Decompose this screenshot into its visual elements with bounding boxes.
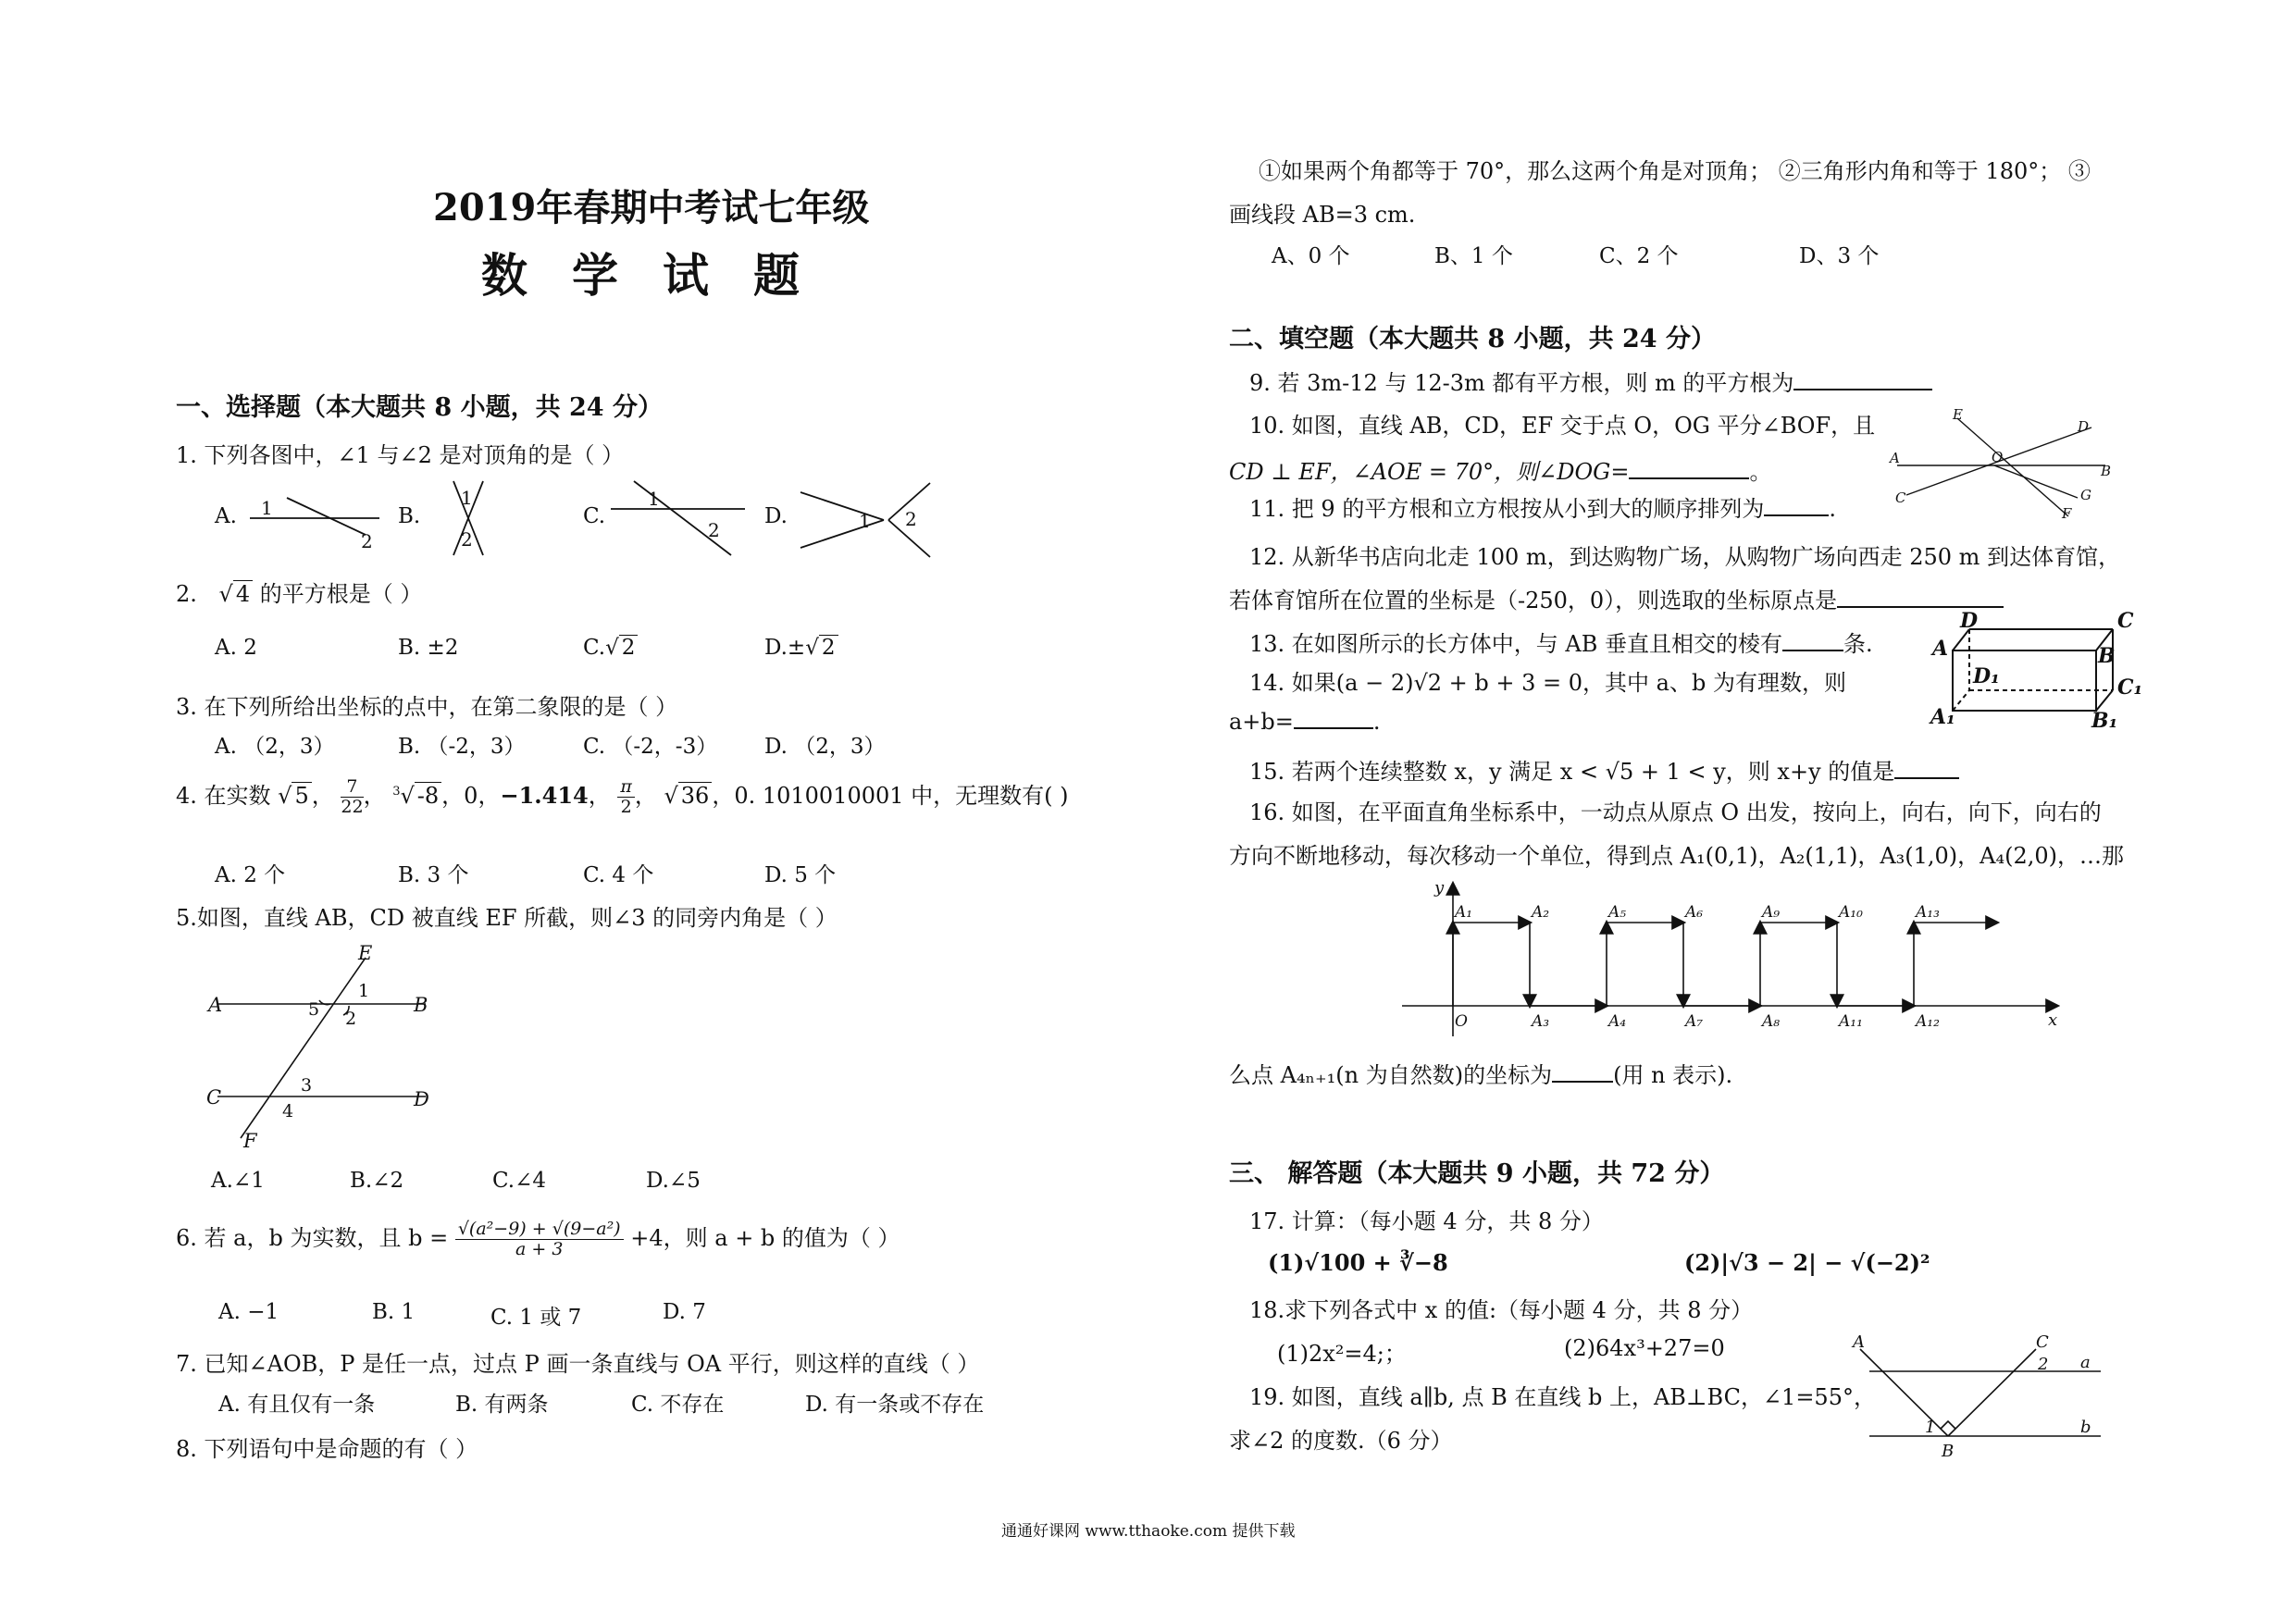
q5-label: A bbox=[208, 994, 223, 1016]
q8-option-a: A、0 个 bbox=[1272, 244, 1350, 268]
q5-label: 2 bbox=[345, 1009, 357, 1029]
q6-option-c: C. 1 或 7 bbox=[490, 1306, 582, 1330]
q10-figure bbox=[1888, 407, 2119, 527]
q5-option-c: C.∠4 bbox=[492, 1169, 546, 1193]
q5-label: 4 bbox=[282, 1101, 294, 1121]
q19-label: 1 bbox=[1925, 1418, 1936, 1437]
q5-label: 1 bbox=[358, 981, 370, 1001]
q19-label: C bbox=[2036, 1332, 2049, 1352]
q1-label: 1 bbox=[859, 510, 871, 532]
q8-stem: 8. 下列语句中是命题的有（ ） bbox=[176, 1436, 478, 1462]
q7-option-b: B. 有两条 bbox=[455, 1393, 549, 1417]
q10-label: F bbox=[2062, 505, 2072, 522]
q5-figure bbox=[199, 939, 449, 1152]
q3-option-d: D. （2，3） bbox=[764, 735, 886, 759]
q8-statements-line2: 画线段 AB=3 cm. bbox=[1229, 202, 1416, 228]
section1-heading: 一、选择题（本大题共 8 小题，共 24 分） bbox=[176, 393, 663, 422]
q12-line2: 若体育馆所在位置的坐标是（-250，0），则选取的坐标原点是 bbox=[1229, 582, 2004, 614]
q16-line3: 么点 A₄ₙ₊₁(n 为自然数)的坐标为 (用 n 表示). bbox=[1229, 1062, 1733, 1088]
q18: 18.求下列各式中 x 的值:（每小题 4 分，共 8 分） bbox=[1249, 1297, 1754, 1323]
q16-figure bbox=[1402, 874, 2068, 1041]
q8-option-b: B、1 个 bbox=[1434, 244, 1513, 268]
q13-label: A bbox=[1932, 637, 1949, 661]
q1-label: 1 bbox=[461, 487, 473, 509]
q1-option-c: C. bbox=[583, 504, 606, 528]
q19-figure bbox=[1851, 1332, 2115, 1462]
q1-option-d: D. bbox=[764, 504, 788, 528]
q2-option-c: C.√ 2 bbox=[583, 636, 638, 660]
q4-option-c: C. 4 个 bbox=[583, 863, 654, 887]
q3-option-c: C. （-2，-3） bbox=[583, 735, 718, 759]
q5-option-a: A.∠1 bbox=[211, 1169, 265, 1193]
q1-label: 1 bbox=[261, 497, 273, 519]
q10-label: A bbox=[1890, 450, 1900, 466]
q16-bottom-label: O bbox=[1455, 1012, 1468, 1031]
q12-line1: 12. 从新华书店向北走 100 m，到达购物广场，从购物广场向西走 250 m 到达体育馆， bbox=[1249, 544, 2121, 570]
q16-top-label: A₅ bbox=[1608, 903, 1627, 922]
q6-option-a: A. −1 bbox=[218, 1300, 279, 1324]
q1-option-a: A. bbox=[215, 504, 237, 528]
q16-bottom-label: A₈ bbox=[1762, 1012, 1781, 1031]
q16-y-axis-label: y bbox=[1434, 878, 1445, 898]
q19-label: a bbox=[2080, 1353, 2091, 1372]
section3-heading: 三、 解答题（本大题共 9 小题，共 72 分） bbox=[1229, 1159, 1725, 1188]
q16-top-label: A₁ bbox=[1455, 903, 1473, 922]
q3-stem: 3. 在下列所给出坐标的点中，在第二象限的是（ ） bbox=[176, 694, 678, 720]
page-footer: 通通好课网 www.tthaoke.com 提供下载 bbox=[1001, 1522, 1296, 1541]
q19-label: b bbox=[2080, 1418, 2091, 1437]
q13-label: D bbox=[1960, 609, 1979, 633]
q5-label: 3 bbox=[301, 1075, 313, 1096]
q18-part1: (1)2x²=4;； bbox=[1277, 1341, 1407, 1367]
q2-stem-text: 的平方根是（ ） bbox=[259, 581, 423, 607]
q8-option-c: C、2 个 bbox=[1599, 244, 1679, 268]
q16-line2: 方向不断地移动，每次移动一个单位，得到点 A₁(0,1)，A₂(1,1)，A₃(1,0)，A₄(2,0)，…那 bbox=[1229, 843, 2125, 869]
q1-stem: 1. 下列各图中，∠1 与∠2 是对顶角的是（ ） bbox=[176, 442, 625, 468]
q2-option-a: A. 2 bbox=[215, 636, 257, 660]
q8-option-d: D、3 个 bbox=[1799, 244, 1880, 268]
q10-label: G bbox=[2080, 487, 2091, 503]
q16-top-label: A₆ bbox=[1685, 903, 1704, 922]
q16-bottom-label: A₁₁ bbox=[1839, 1012, 1863, 1031]
q3-option-b: B. （-2，3） bbox=[398, 735, 526, 759]
q13: 13. 在如图所示的长方体中，与 AB 垂直且相交的棱有 条. bbox=[1249, 631, 1873, 657]
q10-line2: CD ⊥ EF，∠AOE = 70°，则∠DOG= 。 bbox=[1229, 459, 1772, 485]
q2-option-d: D.±√ 2 bbox=[764, 636, 838, 660]
q13-label: B₁ bbox=[2091, 709, 2118, 729]
q1-label: 1 bbox=[648, 488, 660, 510]
q13-figure bbox=[1925, 609, 2147, 729]
q6-stem: 6. 若 a，b 为实数，且 b = $\frac{\text{√(a²−9) + √(9−a²)}}{a + 3}$ +4，则 a + b 的值为（ ） bbox=[176, 1219, 900, 1259]
q10-label: B bbox=[2101, 463, 2112, 479]
q6-option-d: D. 7 bbox=[663, 1300, 706, 1324]
q15: 15. 若两个连续整数 x，y 满足 x < √5 + 1 < y，则 x+y 的值是 bbox=[1249, 753, 1959, 786]
q3-option-a: A. （2，3） bbox=[215, 735, 335, 759]
q5-stem: 5.如图，直线 AB，CD 被直线 EF 所截，则∠3 的同旁内角是（ ） bbox=[176, 905, 838, 931]
q5-label: F bbox=[243, 1130, 257, 1152]
section2-heading: 二、填空题（本大题共 8 小题，共 24 分） bbox=[1229, 325, 1716, 353]
q16-top-label: A₉ bbox=[1762, 903, 1781, 922]
q11: 11. 把 9 的平方根和立方根按从小到大的顺序排列为 . bbox=[1249, 496, 1836, 522]
q7-option-a: A. 有且仅有一条 bbox=[218, 1393, 376, 1417]
q16-top-label: A₁₃ bbox=[1916, 903, 1940, 922]
q2-option-b: B. ±2 bbox=[398, 636, 459, 660]
q6-option-b: B. 1 bbox=[372, 1300, 416, 1324]
q9: 9. 若 3m-12 与 12-3m 都有平方根，则 m 的平方根为 bbox=[1249, 365, 1932, 397]
q1-label: 2 bbox=[905, 508, 917, 530]
q1-figures bbox=[241, 472, 944, 564]
q5-label: B bbox=[414, 994, 428, 1016]
q16-bottom-label: A₁₂ bbox=[1916, 1012, 1940, 1031]
q16-bottom-label: A₄ bbox=[1608, 1012, 1627, 1031]
page-title: 2019年春期中考试七年级 bbox=[433, 186, 870, 229]
q10-label: D bbox=[2078, 418, 2090, 435]
q13-label: B bbox=[2098, 644, 2116, 668]
q8-statements-line1: ①如果两个角都等于 70°，那么这两个角是对顶角； ②三角形内角和等于 180°； ③ bbox=[1259, 158, 2091, 184]
q19-line1: 19. 如图，直线 a∥b, 点 B 在直线 b 上，AB⊥BC，∠1=55°， bbox=[1249, 1384, 1876, 1410]
q5-label: C bbox=[206, 1086, 222, 1109]
q5-label: 5 bbox=[308, 999, 320, 1020]
q13-label: C bbox=[2117, 609, 2134, 633]
q4-option-d: D. 5 个 bbox=[764, 863, 837, 887]
q19-label: B bbox=[1942, 1442, 1955, 1461]
q17: 17. 计算：（每小题 4 分，共 8 分） bbox=[1249, 1208, 1604, 1234]
q16-top-label: A₁₀ bbox=[1839, 903, 1863, 922]
q1-option-b: B. bbox=[398, 504, 421, 528]
q4-stem: 4. 在实数 √ 5 ， $\frac{7}{22}$ ， $^3$√ -8 ，0，−1.414， $\frac{\pi}{2}$ ， √ 36 ，0. 1010010001 中，无理数有( ) bbox=[176, 776, 1069, 817]
q18-part2: (2)64x³+27=0 bbox=[1564, 1335, 1725, 1361]
q1-label: 2 bbox=[708, 519, 720, 541]
q5-label: E bbox=[358, 942, 373, 964]
q13-label: A₁ bbox=[1930, 705, 1955, 729]
q1-label: 2 bbox=[461, 528, 473, 551]
q1-label: 2 bbox=[361, 530, 373, 552]
q16-bottom-label: A₃ bbox=[1532, 1012, 1550, 1031]
q16-bottom-label: A₇ bbox=[1685, 1012, 1704, 1031]
q13-label: D₁ bbox=[1973, 664, 2000, 688]
q2-stem: 2. √ 4 的平方根是（ ） bbox=[176, 581, 423, 607]
q10-line1: 10. 如图，直线 AB，CD，EF 交于点 O，OG 平分∠BOF，且 bbox=[1249, 413, 1876, 439]
q10-label: E bbox=[1953, 407, 1963, 423]
q5-option-d: D.∠5 bbox=[646, 1169, 701, 1193]
q13-label: C₁ bbox=[2117, 675, 2143, 700]
q5-label: D bbox=[414, 1088, 429, 1110]
q16-top-label: A₂ bbox=[1532, 903, 1550, 922]
q16-line1: 16. 如图，在平面直角坐标系中，一动点从原点 O 出发，按向上，向右，向下，向右的 bbox=[1249, 799, 2102, 825]
q10-label: O bbox=[1992, 449, 2004, 465]
q4-option-a: A. 2 个 bbox=[215, 863, 286, 887]
q17-part2: (2)|√3 − 2| − √(−2)² bbox=[1684, 1249, 1930, 1276]
q19-label: 2 bbox=[2038, 1355, 2049, 1374]
q2-root: 4 bbox=[233, 580, 253, 607]
page-subtitle: 数学试题 bbox=[481, 248, 844, 303]
q14-line1: 14. 如果(a − 2)√2 + b + 3 = 0，其中 a、b 为有理数，则 bbox=[1249, 670, 1846, 696]
q14-line2: a+b= . bbox=[1229, 709, 1381, 735]
q5-option-b: B.∠2 bbox=[350, 1169, 404, 1193]
q17-part1: (1)√100 + ∛−8 bbox=[1268, 1249, 1448, 1276]
q19-label: A bbox=[1853, 1332, 1865, 1352]
q2-number: 2. bbox=[176, 581, 197, 607]
q7-option-d: D. 有一条或不存在 bbox=[805, 1393, 985, 1417]
q19-line2: 求∠2 的度数.（6 分） bbox=[1229, 1428, 1453, 1454]
q7-option-c: C. 不存在 bbox=[631, 1393, 725, 1417]
q4-option-b: B. 3 个 bbox=[398, 863, 469, 887]
q7-stem: 7. 已知∠AOB，P 是任一点，过点 P 画一条直线与 OA 平行，则这样的直线（ ） bbox=[176, 1351, 980, 1377]
q16-x-axis-label: x bbox=[2048, 1010, 2058, 1030]
q10-label: C bbox=[1895, 489, 1906, 506]
